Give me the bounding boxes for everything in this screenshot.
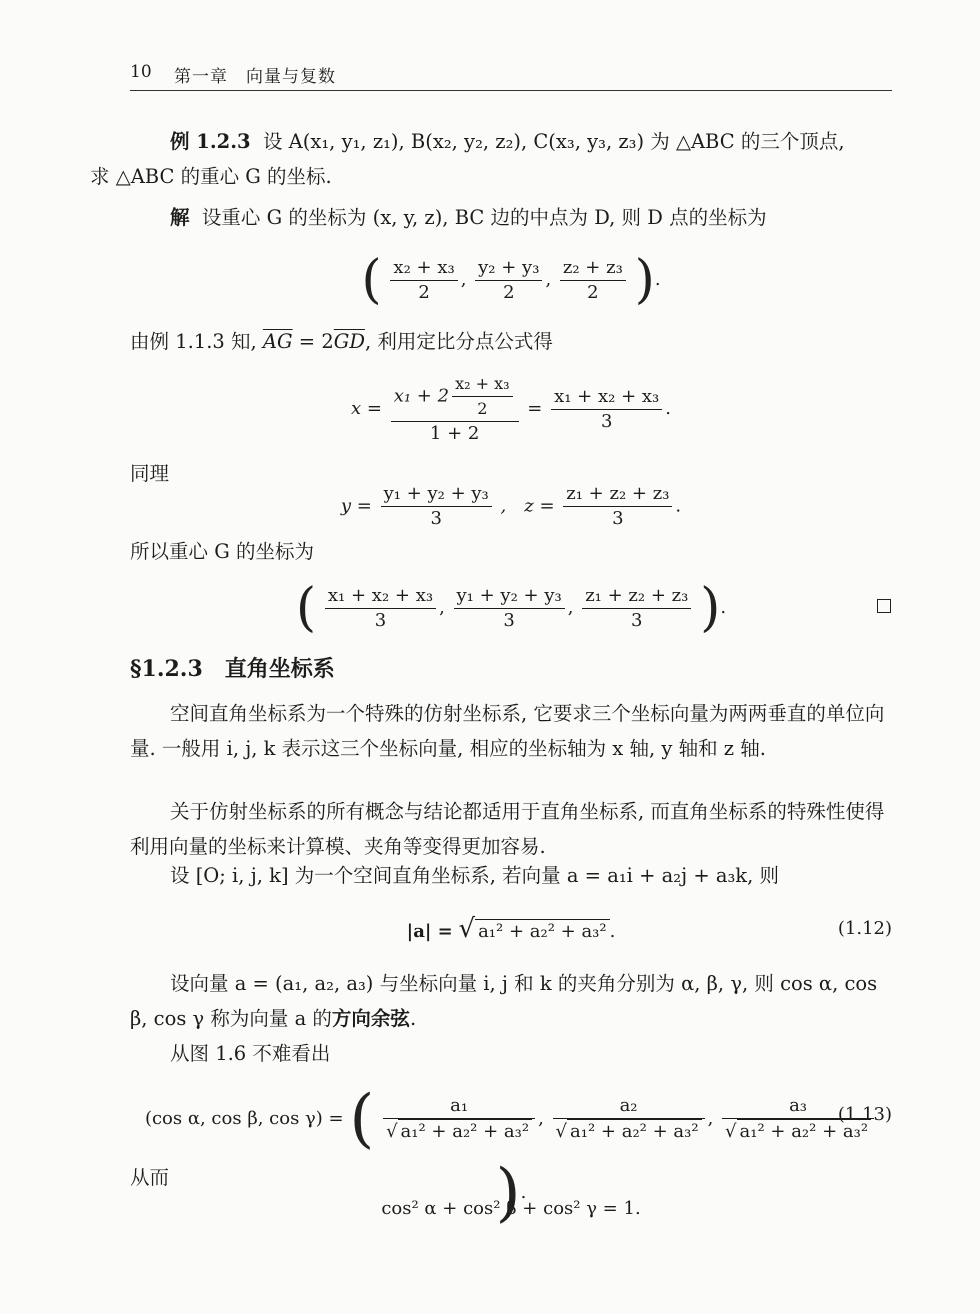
vec-gd: $\overline{GD}$ xyxy=(333,330,365,353)
y-den: 3 xyxy=(430,508,442,529)
y-lhs: y = xyxy=(340,495,372,517)
cen-end: . xyxy=(720,597,727,618)
dircos-d3: a₁² + a₂² + a₃² xyxy=(737,1119,872,1144)
thus-label: 从而 xyxy=(130,1166,170,1189)
solution-text: 设重心 G 的坐标为 (x, y, z), BC 边的中点为 D, 则 D 点的坐标为 xyxy=(201,206,767,229)
x-equation: x = x₁ + 2 $\frac{\text{x₂ + x₃}}{2}$ 1 + 2 = $\frac{\text{x₁ + x₂ + x₃}}{3}$ . xyxy=(351,374,671,444)
vector-reference xyxy=(130,324,892,359)
equation-1-13: (cos α, cos β, cos γ) = ( $\frac{\text{a₁}}{\text{√ a₁² + a₂² + a₃²}}$ , $\frac{\text{a₂}}{\text{√ a₁² + a₂² + a₃²}}$ , $\frac{\text{a₃}}{\text{√ a₁² + a₂² + a₃²}}$ ). (1.13) xyxy=(144,1082,892,1230)
equation-1-12: |a| = √ a₁² + a₂² + a₃² . (1.12) xyxy=(406,914,892,944)
final-equation: cos² α + cos² β + cos² γ = 1. xyxy=(381,1198,641,1219)
chapter-title: 第一章 向量与复数 xyxy=(174,67,336,87)
x-rhs-den: 3 xyxy=(600,410,613,432)
paragraph-1: 空间直角坐标系为一个特殊的仿射坐标系, 它要求三个坐标向量为两两垂直的单位向量. 一般用 i, j, k 表示这三个坐标向量, 相应的坐标轴为 x 轴, y 轴和 z 轴. xyxy=(130,702,885,760)
direction-cosine-term: 方向余弦 xyxy=(331,1007,410,1030)
x-lhs: x = xyxy=(351,398,382,419)
dircos-end: . xyxy=(520,1182,527,1203)
solution-label: 解 xyxy=(170,206,190,229)
ref-prefix: 由例 1.1.3 知, xyxy=(130,330,263,353)
paragraph-3: 设 [O; i, j, k] 为一个空间直角坐标系, 若向量 a = a₁i + a₂j + a₃k, 则 xyxy=(170,864,780,887)
p4-end: . xyxy=(409,1007,417,1030)
section-title: §1.2.3 直角坐标系 xyxy=(130,656,335,682)
paragraph-4 xyxy=(130,966,892,1036)
midpoint-equation: ( $\frac{\text{x₂ + x₃}}{2}$ , $\frac{\text{y₂ + y₃}}{2}$ , $\frac{\text{z₂ + z₃}}{2}$ ). xyxy=(361,250,661,310)
centroid-equation: ( $\frac{\text{x₁ + x₂ + x₃}}{3}$ , $\frac{\text{y₁ + y₂ + y₃}}{3}$ , $\frac{\text{z₁ + z₂ + z₃}}{3}$ ). xyxy=(295,578,727,638)
vec-ag: $\overline{AG}$ xyxy=(262,330,293,353)
example-statement xyxy=(90,124,892,194)
conclusion-text: 所以重心 G 的坐标为 xyxy=(130,540,314,563)
mid-x-num: x₂ + x₃ xyxy=(390,256,457,281)
similarly-label: 同理 xyxy=(130,462,170,485)
y-num: y₁ + y₂ + y₃ xyxy=(381,482,492,507)
mid-z-den: 2 xyxy=(587,281,599,303)
norm-radicand: a₁² + a₂² + a₃² xyxy=(475,919,610,944)
dircos-n2: a₂ xyxy=(553,1094,705,1119)
dircos-n1: a₁ xyxy=(383,1094,535,1119)
equation-number-1-13: (1.13) xyxy=(837,1104,892,1125)
x-num-b-den: 2 xyxy=(477,399,488,418)
solution-intro xyxy=(130,200,892,235)
dircos-d2: a₁² + a₂² + a₃² xyxy=(567,1119,702,1144)
mid-y-den: 2 xyxy=(503,281,515,303)
paragraph-2: 关于仿射坐标系的所有概念与结论都适用于直角坐标系, 而直角坐标系的特殊性使得利用向量的坐标来计算模、夹角等变得更加容易. xyxy=(130,800,885,858)
cen-z-num: z₁ + z₂ + z₃ xyxy=(582,584,691,609)
example-label: 例 1.2.3 xyxy=(170,130,251,153)
mid-z-num: z₂ + z₃ xyxy=(560,256,626,281)
vec-eq: = 2 xyxy=(292,330,334,353)
cen-y-num: y₁ + y₂ + y₃ xyxy=(454,584,565,609)
cen-x-den: 3 xyxy=(374,609,387,631)
mid-x-den: 2 xyxy=(418,281,430,303)
x-den: 1 + 2 xyxy=(429,423,480,444)
z-lhs: , z = xyxy=(500,495,555,517)
norm-lhs: |a| = xyxy=(406,921,453,942)
dircos-lhs: (cos α, cos β, cos γ) = xyxy=(144,1108,344,1129)
example-line1: 设 A(x₁, y₁, z₁), B(x₂, y₂, z₂), C(x₃, y₃, z₃) 为 △ABC 的三个顶点, xyxy=(262,130,845,153)
page-header xyxy=(130,58,892,91)
norm-end: . xyxy=(609,921,616,942)
z-num: z₁ + z₂ + z₃ xyxy=(563,482,672,507)
cen-z-den: 3 xyxy=(631,609,643,631)
paragraph-5: 从图 1.6 不难看出 xyxy=(170,1042,331,1065)
yz-equation: y = $\frac{\text{y₁ + y₂ + y₃}}{3}$ , z = $\frac{\text{z₁ + z₂ + z₃}}{3}$ . xyxy=(340,483,682,529)
z-den: 3 xyxy=(612,508,624,529)
mid-y-num: y₂ + y₃ xyxy=(475,256,542,281)
mid-end: . xyxy=(654,269,661,290)
equation-number-1-12: (1.12) xyxy=(837,918,892,939)
qed-box-icon xyxy=(877,599,891,613)
x-num-b-num: x₂ + x₃ xyxy=(452,372,512,397)
dircos-n3: a₃ xyxy=(722,1094,874,1119)
cen-y-den: 3 xyxy=(503,609,515,631)
x-rhs-num: x₁ + x₂ + x₃ xyxy=(551,385,662,410)
x-mid-eq: = xyxy=(527,398,543,419)
dircos-d1: a₁² + a₂² + a₃² xyxy=(398,1119,533,1144)
ref-suffix: , 利用定比分点公式得 xyxy=(364,330,553,353)
p4-text: 设向量 a = (a₁, a₂, a₃) 与坐标向量 i, j 和 k 的夹角分别为 α, β, γ, 则 cos α, cos β, cos γ 称为向量 a 的 xyxy=(130,972,878,1030)
x-num-a: x₁ + 2 xyxy=(393,385,450,407)
example-line2: 求 △ABC 的重心 G 的坐标. xyxy=(90,165,332,188)
page-number: 10 xyxy=(130,62,152,82)
cen-x-num: x₁ + x₂ + x₃ xyxy=(325,584,436,609)
